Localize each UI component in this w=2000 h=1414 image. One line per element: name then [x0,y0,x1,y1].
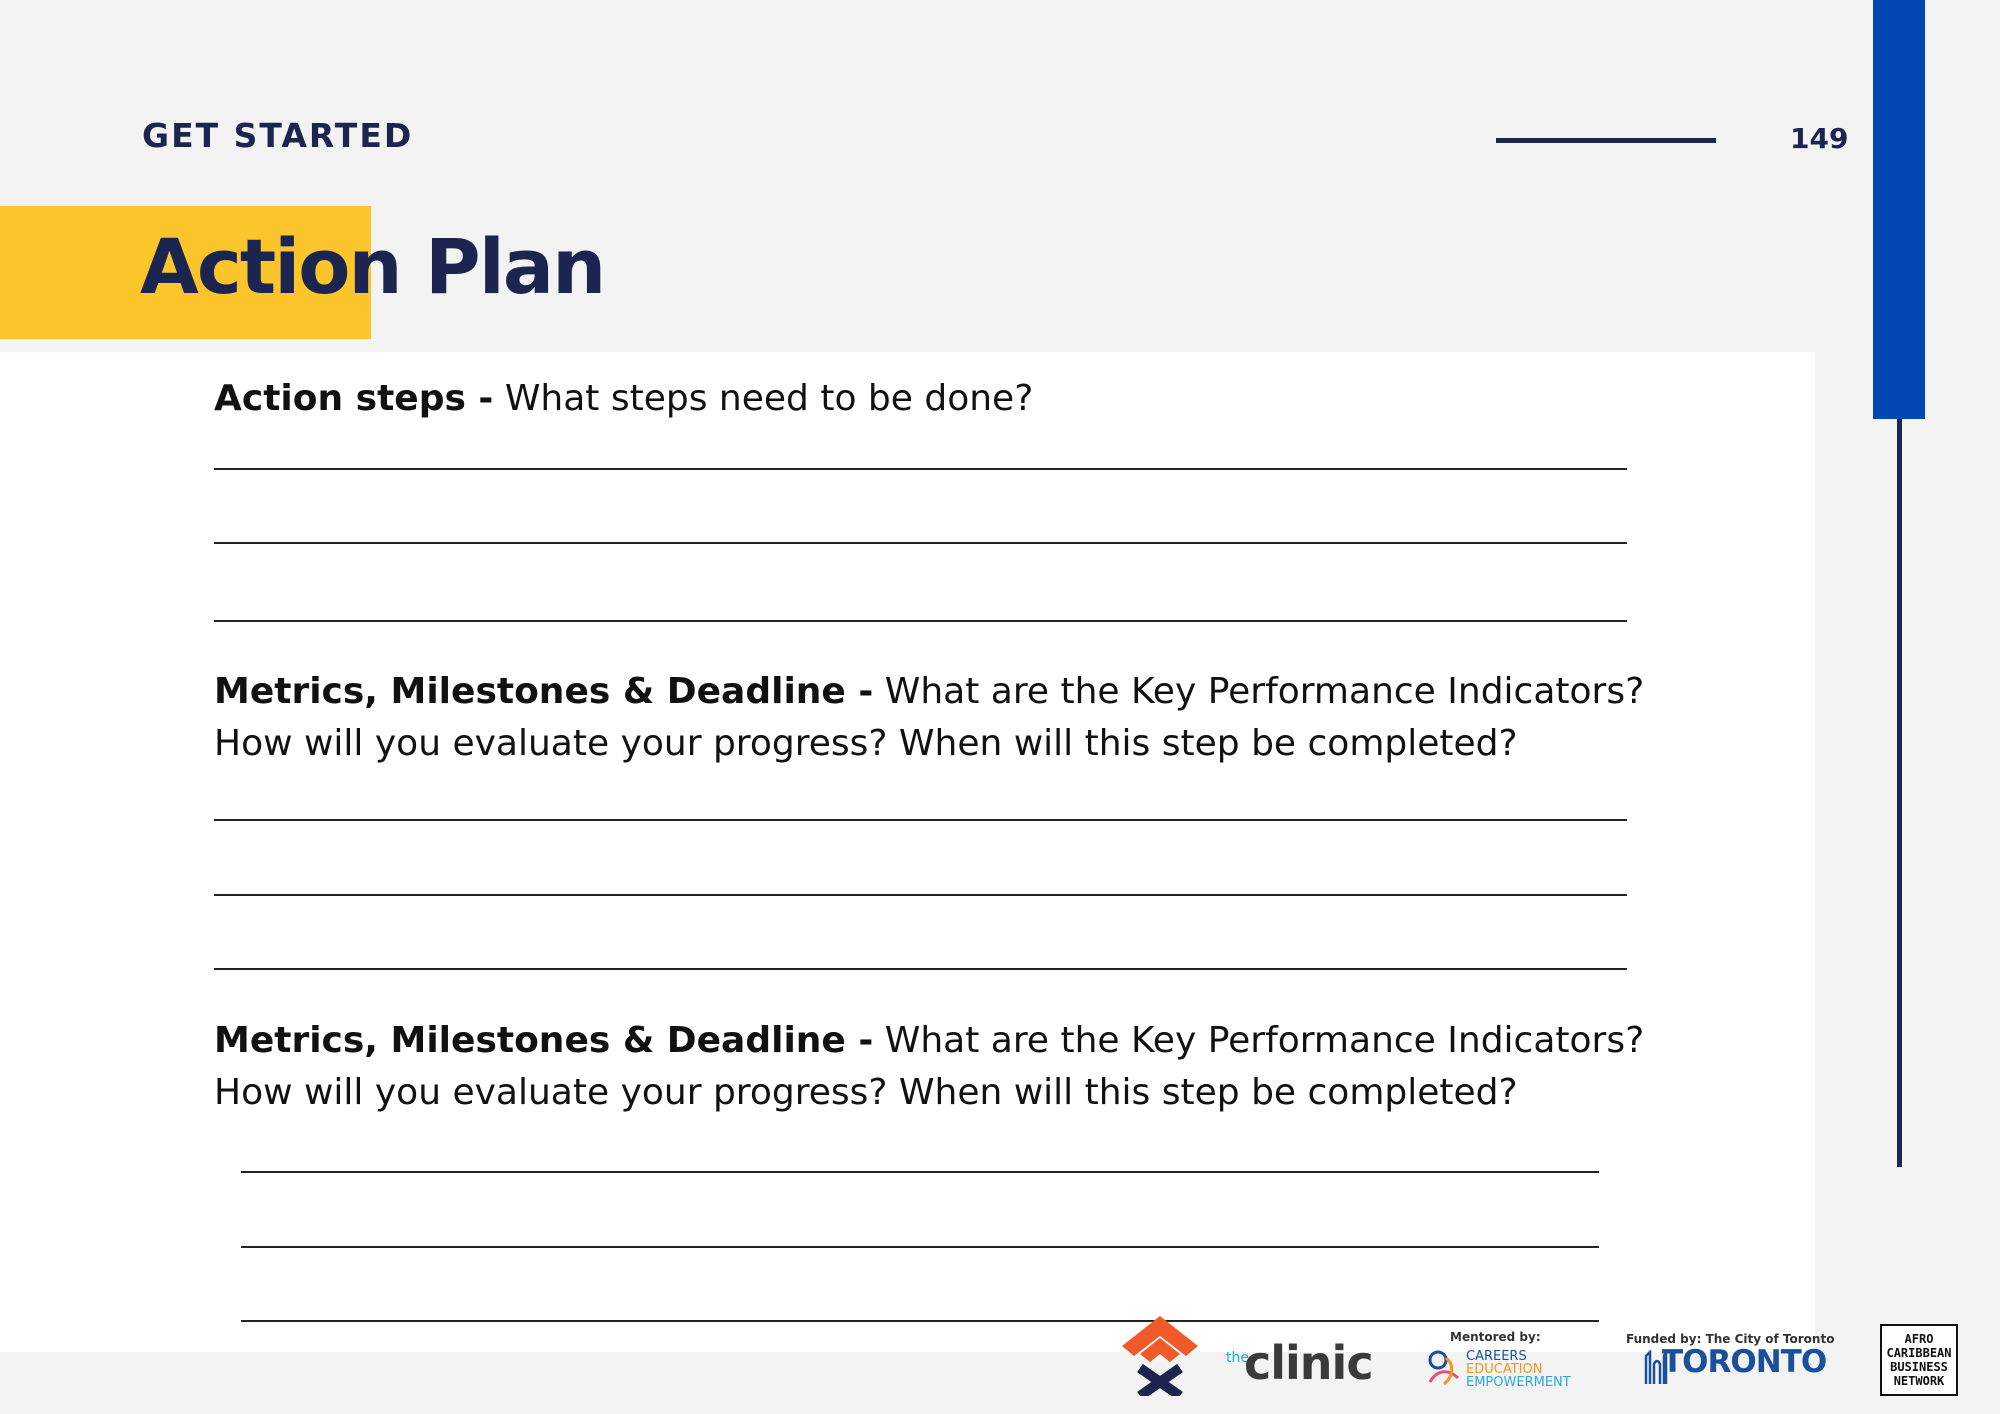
answer-line[interactable] [241,1320,1599,1322]
title-rest: Plan [425,222,605,311]
acbn-line: AFRO [1904,1332,1934,1346]
acbn-line: NETWORK [1893,1374,1945,1388]
prompt-question: What are the Key Performance Indicators? How will you evaluate your progress? When will this step be completed? [214,671,1645,764]
toronto-logo [1624,1332,1835,1394]
funded-label: Funded by: The City of Toronto [1626,1332,1835,1346]
header-rule [1496,138,1716,143]
content-card [0,352,1815,1352]
prompt-label: Metrics, Milestones & Deadline - [214,671,874,712]
answer-line[interactable] [214,620,1627,622]
prompt-question: What steps need to be done? [504,378,1034,419]
prompt-metrics-1 [214,666,1694,770]
answer-line[interactable] [214,542,1627,544]
cee-mark-icon [1424,1348,1464,1388]
prompt-label: Action steps - [214,378,494,419]
the-clinic-logo [1226,1336,1386,1390]
acbn-line: BUSINESS [1890,1360,1948,1374]
prompt-metrics-2 [214,1015,1694,1119]
answer-line[interactable] [214,468,1627,470]
acbn-line: CARIBBEAN [1886,1346,1952,1360]
fx-logo [1122,1316,1198,1396]
cee-empowerment: EMPOWERMENT [1466,1375,1571,1390]
prompt-action-steps [214,373,1694,425]
title-highlight-word: Action [140,222,401,311]
cee-education: EDUCATION [1466,1362,1543,1377]
answer-line[interactable] [214,968,1627,970]
answer-line[interactable] [241,1246,1599,1248]
section-label: GET STARTED [142,116,414,155]
prompt-label: Metrics, Milestones & Deadline - [214,1020,874,1061]
blue-accent-bar [1873,0,1925,419]
clinic-prefix: the [1226,1350,1249,1366]
mentored-label: Mentored by: [1450,1330,1541,1344]
answer-line[interactable] [214,819,1627,821]
answer-line[interactable] [241,1171,1599,1173]
cee-careers: CAREERS [1466,1349,1527,1364]
toronto-name: TORONTO [1662,1344,1827,1380]
prompt-question: What are the Key Performance Indicators? How will you evaluate your progress? When will this step be completed? [214,1020,1645,1113]
page-number: 149 [1790,122,1849,155]
clinic-name: clinic [1244,1336,1373,1390]
vertical-accent-line [1897,419,1902,1167]
answer-line[interactable] [214,894,1627,896]
acbn-logo [1880,1324,1958,1396]
page-title [140,222,604,311]
cee-logo [1424,1330,1574,1396]
